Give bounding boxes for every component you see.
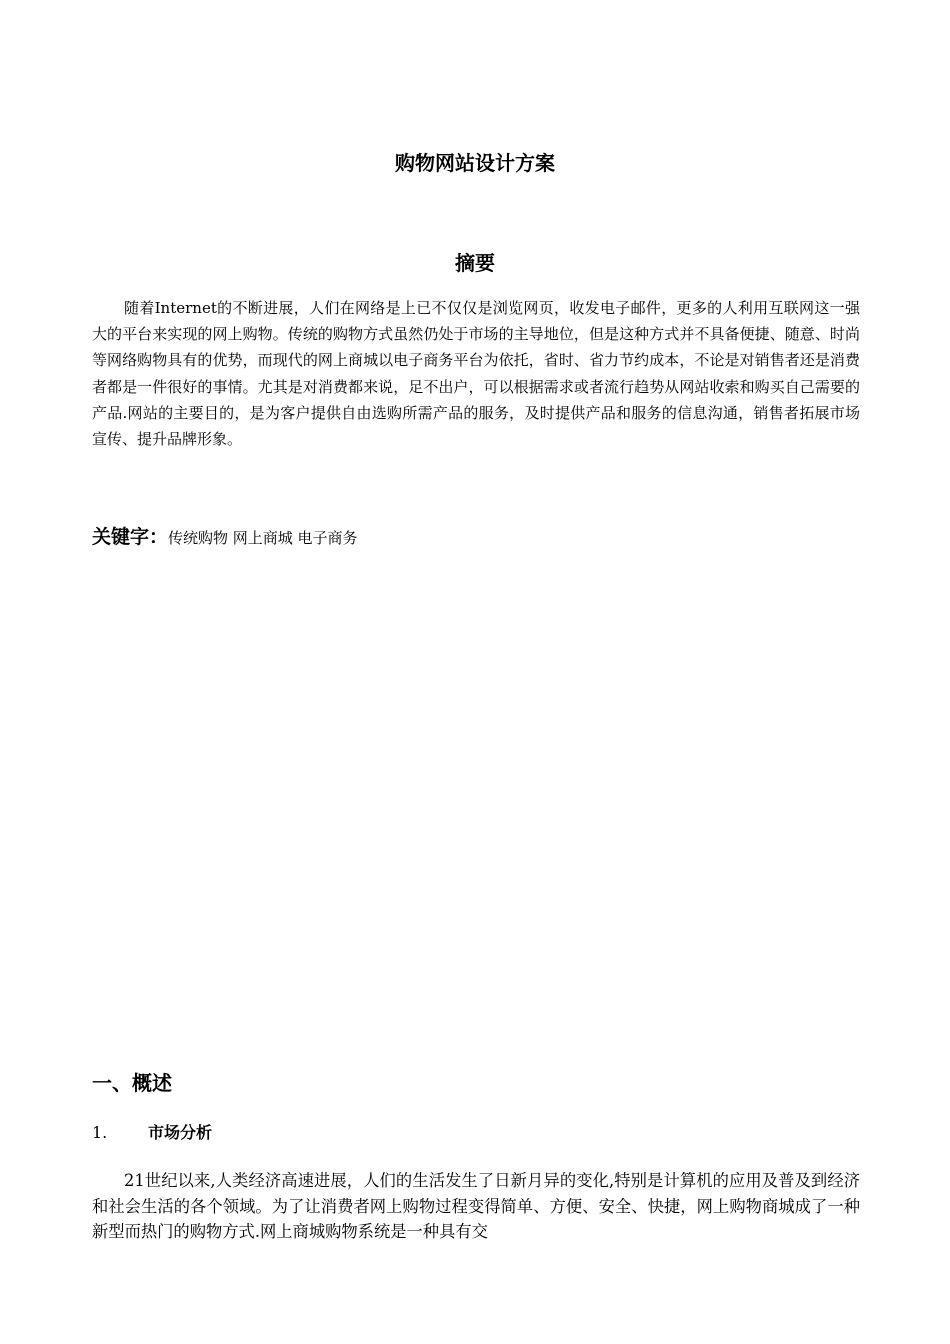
market-analysis-paragraph: 21世纪以来,人类经济高速进展，人们的生活发生了日新月异的变化,特别是计算机的应用及普及到经济和社会生活的各个领域。为了让消费者网上购物过程变得简单、方便、安全、快捷，网上购物商城成了一种新型而热门的购物方式.网上商城购物系统是一种具有交 (92, 1171, 860, 1242)
abstract-paragraph: 随着Internet的不断进展，人们在网络是上已不仅仅是浏览网页，收发电子邮件，更多的人利用互联网这一强大的平台来实现的网上购物。传统的购物方式虽然仍处于市场的主导地位，但是这种方式并不具备便捷、随意、时尚等网络购物具有的优势，而现代的网上商城以电子商务平台为依托，省时、省力节约成本，不论是对销售者还是消费者都是一件很好的事情。尤其是对消费都来说，足不出户，可以根据需求或者流行趋势从网站收索和购买自己需要的产品.网站的主要目的，是为客户提供自由选购所需产品的服务，及时提供产品和服务的信息沟通，销售者拓展市场宣传、提升品牌形象。 (92, 299, 860, 449)
subsection-title: 市场分析 (148, 1123, 213, 1142)
abstract-heading: 摘要 (455, 251, 495, 275)
subsection-number: 1. (92, 1123, 108, 1142)
subsection-heading-market-analysis (92, 1120, 212, 1147)
keywords-label: 关键字： (92, 526, 169, 548)
keywords-line (92, 523, 860, 553)
document-title: 购物网站设计方案 (395, 151, 555, 175)
section-heading-overview: 一、概述 (92, 1071, 172, 1095)
keywords-value: 传统购物 网上商城 电子商务 (168, 529, 358, 547)
